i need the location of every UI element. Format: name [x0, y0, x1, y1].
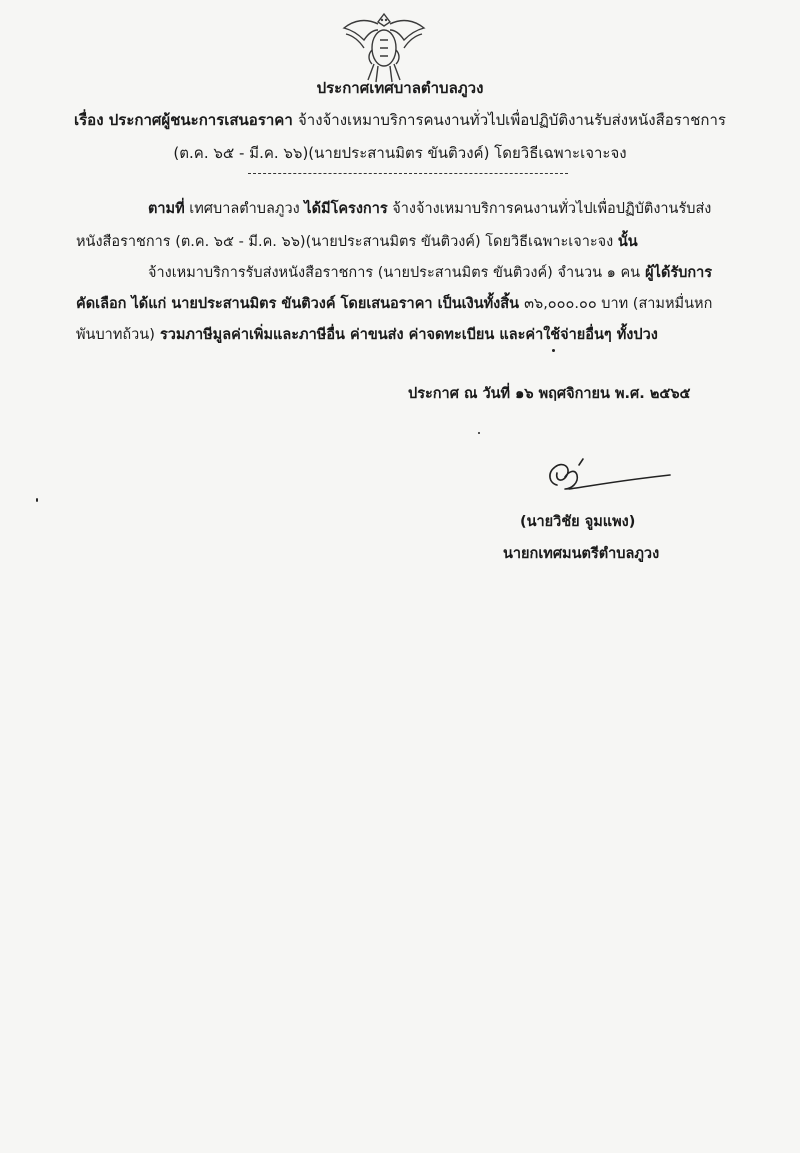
signature-mark — [535, 455, 685, 500]
speck-mark — [478, 432, 480, 434]
dashed-divider — [248, 173, 568, 174]
p2-tail: รวมภาษีมูลค่าเพิ่มและภาษีอื่น ค่าขนส่ง ค่าจดทะเบียน และค่าใช้จ่ายอื่นๆ ทั้งปวง — [159, 327, 658, 343]
p1-lead: ตามที่ — [148, 201, 185, 217]
document-subject — [70, 104, 730, 170]
body-paragraph-1 — [76, 193, 726, 259]
speck-mark — [552, 349, 555, 352]
speck-mark — [36, 498, 38, 502]
signer-position: นายกเทศมนตรีตำบลภูวง — [503, 546, 660, 562]
announcement-date: ประกาศ ณ วันที่ ๑๖ พฤศจิกายน พ.ศ. ๒๕๖๕ — [408, 386, 691, 402]
document-title: ประกาศเทศบาลตำบลภูวง — [316, 79, 484, 97]
subject-text: จ้างจ้างเหมาบริการคนงานทั่วไปเพื่อปฏิบัติงานรับส่งหนังสือราชการ (ต.ค. ๖๕ - มี.ค. ๖๖)(นายประสานมิตร ขันติวงค์) โดยวิธีเฉพาะเจาะจง — [173, 111, 726, 162]
p1-org: เทศบาลตำบลภูวง — [189, 201, 300, 217]
subject-label: เรื่อง — [74, 111, 104, 129]
p1-mid: ได้มีโครงการ — [304, 201, 388, 217]
p1-text: จ้างจ้างเหมาบริการคนงานทั่วไปเพื่อปฏิบัติงานรับส่งหนังสือราชการ (ต.ค. ๖๕ - มี.ค. ๖๖)(นายประสานมิตร ขันติวงค์) โดยวิธีเฉพาะเจาะจง — [76, 201, 712, 250]
p2-amount: ๓๖,๐๐๐.๐๐ บาท (สามหมื่นหกพันบาทถ้วน) — [76, 296, 713, 343]
body-paragraph-2 — [76, 258, 726, 351]
p2-text: จ้างเหมาบริการรับส่งหนังสือราชการ (นายประสานมิตร ขันติวงค์) จำนวน ๑ คน — [148, 265, 641, 281]
subject-bold-text: ประกาศผู้ชนะการเสนอราคา — [108, 111, 293, 129]
p1-end: นั้น — [617, 234, 638, 250]
p2-selected: ผู้ได้รับการคัดเลือก ได้แก่ นายประสานมิตร ขันติวงค์ โดยเสนอราคา เป็นเงินทั้งสิ้น — [76, 265, 713, 312]
signer-name: (นายวิชัย จูมแพง) — [520, 514, 636, 530]
